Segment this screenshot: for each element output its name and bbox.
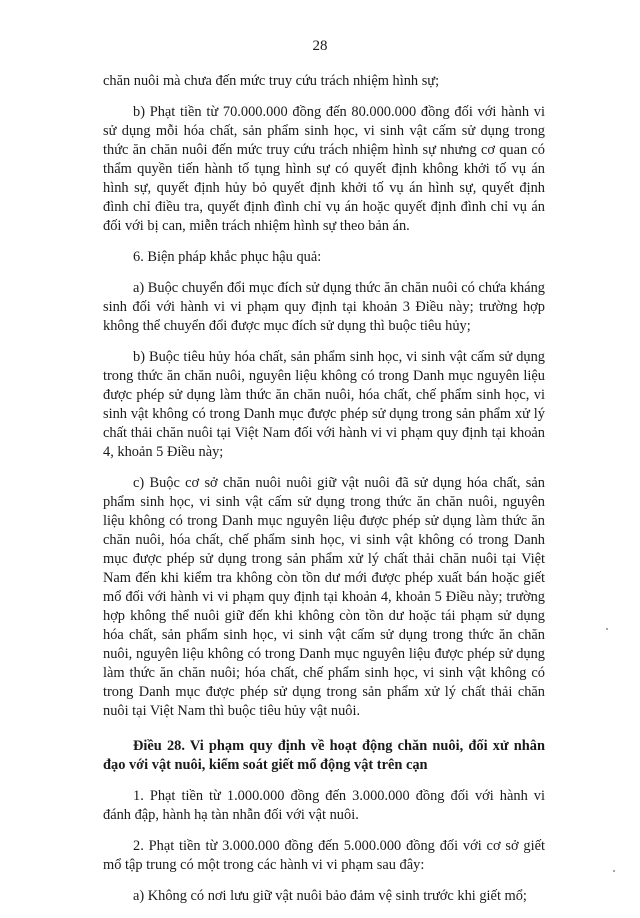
paragraph-6a: a) Buộc chuyển đổi mục đích sử dụng thức ăn chăn nuôi có chứa kháng sinh đối với hành vi vi phạm quy định tại khoản 3 Điều này; trường hợp không thể chuyển đổi được mục đích sử dụng thì buộc tiêu hủy; bbox=[103, 280, 545, 334]
paragraph-6: 6. Biện pháp khắc phục hậu quả: bbox=[133, 249, 322, 265]
document-body bbox=[103, 72, 545, 918]
scan-speck bbox=[606, 628, 608, 630]
page-number: 28 bbox=[312, 38, 328, 54]
article-28-clause-2: 2. Phạt tiền từ 3.000.000 đồng đến 5.000.000 đồng đối với cơ sở giết mổ tập trung có một trong các hành vi vi phạm sau đây: bbox=[103, 838, 545, 873]
scan-speck bbox=[613, 870, 615, 872]
article-heading: Điều 28. Vi phạm quy định về hoạt động chăn nuôi, đối xử nhân đạo với vật nuôi, kiểm soát giết mổ động vật trên cạn bbox=[103, 738, 545, 773]
article-28-clause-1: 1. Phạt tiền từ 1.000.000 đồng đến 3.000.000 đồng đối với hành vi đánh đập, hành hạ tàn nhẫn đối với vật nuôi. bbox=[103, 788, 545, 823]
paragraph-6c: c) Buộc cơ sở chăn nuôi nuôi giữ vật nuôi đã sử dụng hóa chất, sản phẩm sinh học, vi sinh vật cấm sử dụng trong thức ăn chăn nuôi, nguyên liệu không có trong Danh mục nguyên liệu được phép sử dụng làm thức ăn chăn nuôi, hóa chất, chế phẩm sinh học, vi sinh vật không có trong Danh mục được phép sử dụng trong sản phẩm xử lý chất thải chăn nuôi tại Việt Nam đến khi kiểm tra không còn tồn dư mới được phép xuất bán hoặc giết mổ đối với hành vi vi phạm quy định tại khoản 4, khoản 5 Điều này; trường hợp không thể nuôi giữ đến khi không còn tồn dư hoặc tái phạm sử dụng hóa chất, sản phẩm sinh học, vi sinh vật cấm sử dụng trong thức ăn chăn nuôi, nguyên liệu không có trong Danh mục nguyên liệu được phép sử dụng làm thức ăn chăn nuôi; hóa chất, chế phẩm sinh học, vi sinh vật không có trong Danh mục được phép sử dụng trong sản phẩm xử lý chất thải chăn nuôi tại Việt Nam thì buộc tiêu hủy vật nuôi. bbox=[103, 475, 545, 719]
paragraph-5b: b) Phạt tiền từ 70.000.000 đồng đến 80.000.000 đồng đối với hành vi sử dụng mỗi hóa chất, sản phẩm sinh học, vi sinh vật cấm sử dụng trong thức ăn chăn nuôi đến mức truy cứu trách nhiệm hình sự nhưng cơ quan có thẩm quyền tiến hành tố tụng hình sự có quyết định không khởi tố vụ án hình sự, quyết định hủy bỏ quyết định khởi tố vụ án hình sự, quyết định đình chỉ điều tra, quyết định đình chỉ vụ án hoặc quyết định đình chỉ vụ án đối với bị can, miễn trách nhiệm hình sự theo bản án. bbox=[103, 104, 545, 234]
paragraph-continuation: chăn nuôi mà chưa đến mức truy cứu trách nhiệm hình sự; bbox=[103, 73, 440, 89]
paragraph-6b: b) Buộc tiêu hủy hóa chất, sản phẩm sinh học, vi sinh vật cấm sử dụng trong thức ăn chăn nuôi, nguyên liệu không có trong Danh mục nguyên liệu được phép sử dụng làm thức ăn chăn nuôi, hóa chất, chế phẩm sinh học, vi sinh vật không có trong Danh mục được phép sử dụng trong sản phẩm xử lý chất thải chăn nuôi tại Việt Nam đối với hành vi vi phạm quy định tại khoản 4, khoản 5 Điều này; bbox=[103, 349, 545, 460]
article-28-clause-2a: a) Không có nơi lưu giữ vật nuôi bảo đảm vệ sinh trước khi giết mổ; bbox=[133, 888, 527, 904]
